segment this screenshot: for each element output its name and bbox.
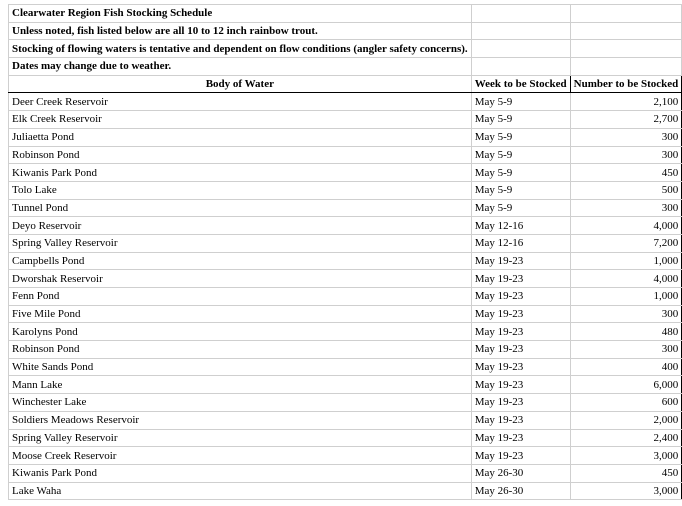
number-cell: 3,000 <box>570 447 682 465</box>
table-row <box>9 288 682 306</box>
week-cell: May 19-23 <box>471 270 570 288</box>
empty-cell <box>471 40 570 58</box>
week-cell: May 19-23 <box>471 394 570 412</box>
body-of-water-cell: Winchester Lake <box>9 394 472 412</box>
body-of-water-cell: Campbells Pond <box>9 252 472 270</box>
table-row <box>9 181 682 199</box>
number-cell: 450 <box>570 164 682 182</box>
table-row <box>9 217 682 235</box>
table-row <box>9 93 682 111</box>
table-row <box>9 358 682 376</box>
header-row <box>9 75 682 93</box>
number-cell: 1,000 <box>570 288 682 306</box>
table-row <box>9 305 682 323</box>
note-row <box>9 58 682 76</box>
body-of-water-cell: Soldiers Meadows Reservoir <box>9 411 472 429</box>
week-cell: May 19-23 <box>471 323 570 341</box>
body-of-water-cell: Robinson Pond <box>9 146 472 164</box>
week-cell: May 5-9 <box>471 164 570 182</box>
table-row <box>9 234 682 252</box>
number-cell: 400 <box>570 358 682 376</box>
week-cell: May 12-16 <box>471 217 570 235</box>
week-cell: May 5-9 <box>471 181 570 199</box>
body-of-water-cell: Five Mile Pond <box>9 305 472 323</box>
body-of-water-cell: Deer Creek Reservoir <box>9 93 472 111</box>
body-of-water-cell: Tolo Lake <box>9 181 472 199</box>
table-row <box>9 270 682 288</box>
number-cell: 4,000 <box>570 270 682 288</box>
number-cell: 300 <box>570 305 682 323</box>
week-cell: May 19-23 <box>471 411 570 429</box>
week-cell: May 19-23 <box>471 305 570 323</box>
body-of-water-cell: Fenn Pond <box>9 288 472 306</box>
body-of-water-cell: Elk Creek Reservoir <box>9 111 472 129</box>
body-of-water-cell: Tunnel Pond <box>9 199 472 217</box>
table-row <box>9 447 682 465</box>
week-cell: May 19-23 <box>471 447 570 465</box>
table-row <box>9 464 682 482</box>
empty-cell <box>471 22 570 40</box>
table-row <box>9 341 682 359</box>
week-cell: May 19-23 <box>471 341 570 359</box>
fish-note: Unless noted, fish listed below are all 10 to 12 inch rainbow trout. <box>9 22 472 40</box>
week-cell: May 19-23 <box>471 288 570 306</box>
week-cell: May 5-9 <box>471 93 570 111</box>
column-header-body-of-water: Body of Water <box>9 75 472 93</box>
body-of-water-cell: Dworshak Reservoir <box>9 270 472 288</box>
week-cell: May 5-9 <box>471 111 570 129</box>
table-row <box>9 429 682 447</box>
number-cell: 300 <box>570 341 682 359</box>
empty-cell <box>471 5 570 23</box>
table-row <box>9 252 682 270</box>
number-cell: 1,000 <box>570 252 682 270</box>
weather-note: Dates may change due to weather. <box>9 58 472 76</box>
schedule-title: Clearwater Region Fish Stocking Schedule <box>9 5 472 23</box>
body-of-water-cell: Spring Valley Reservoir <box>9 429 472 447</box>
table-body <box>9 5 682 500</box>
number-cell: 600 <box>570 394 682 412</box>
flow-note: Stocking of flowing waters is tentative and dependent on flow conditions (angler safety concerns). <box>9 40 472 58</box>
column-header-number: Number to be Stocked <box>570 75 682 93</box>
week-cell: May 19-23 <box>471 252 570 270</box>
number-cell: 480 <box>570 323 682 341</box>
number-cell: 500 <box>570 181 682 199</box>
body-of-water-cell: White Sands Pond <box>9 358 472 376</box>
empty-cell <box>570 5 682 23</box>
note-row <box>9 40 682 58</box>
note-row <box>9 22 682 40</box>
stocking-schedule-table <box>8 4 682 500</box>
week-cell: May 19-23 <box>471 358 570 376</box>
empty-cell <box>570 22 682 40</box>
number-cell: 300 <box>570 146 682 164</box>
week-cell: May 26-30 <box>471 482 570 500</box>
number-cell: 7,200 <box>570 234 682 252</box>
week-cell: May 12-16 <box>471 234 570 252</box>
body-of-water-cell: Kiwanis Park Pond <box>9 164 472 182</box>
number-cell: 2,700 <box>570 111 682 129</box>
week-cell: May 5-9 <box>471 128 570 146</box>
number-cell: 450 <box>570 464 682 482</box>
number-cell: 300 <box>570 199 682 217</box>
empty-cell <box>570 40 682 58</box>
number-cell: 2,400 <box>570 429 682 447</box>
table-row <box>9 128 682 146</box>
table-row <box>9 411 682 429</box>
week-cell: May 26-30 <box>471 464 570 482</box>
table-row <box>9 111 682 129</box>
number-cell: 6,000 <box>570 376 682 394</box>
week-cell: May 5-9 <box>471 146 570 164</box>
table-row <box>9 482 682 500</box>
table-row <box>9 199 682 217</box>
table-row <box>9 394 682 412</box>
body-of-water-cell: Spring Valley Reservoir <box>9 234 472 252</box>
week-cell: May 19-23 <box>471 376 570 394</box>
table-row <box>9 376 682 394</box>
table-row <box>9 164 682 182</box>
empty-cell <box>570 58 682 76</box>
number-cell: 300 <box>570 128 682 146</box>
body-of-water-cell: Robinson Pond <box>9 341 472 359</box>
number-cell: 3,000 <box>570 482 682 500</box>
empty-cell <box>471 58 570 76</box>
number-cell: 2,100 <box>570 93 682 111</box>
note-row <box>9 5 682 23</box>
week-cell: May 19-23 <box>471 429 570 447</box>
body-of-water-cell: Mann Lake <box>9 376 472 394</box>
body-of-water-cell: Lake Waha <box>9 482 472 500</box>
table-row <box>9 146 682 164</box>
number-cell: 2,000 <box>570 411 682 429</box>
body-of-water-cell: Juliaetta Pond <box>9 128 472 146</box>
week-cell: May 5-9 <box>471 199 570 217</box>
table-row <box>9 323 682 341</box>
number-cell: 4,000 <box>570 217 682 235</box>
body-of-water-cell: Kiwanis Park Pond <box>9 464 472 482</box>
body-of-water-cell: Deyo Reservoir <box>9 217 472 235</box>
body-of-water-cell: Karolyns Pond <box>9 323 472 341</box>
body-of-water-cell: Moose Creek Reservoir <box>9 447 472 465</box>
column-header-week: Week to be Stocked <box>471 75 570 93</box>
